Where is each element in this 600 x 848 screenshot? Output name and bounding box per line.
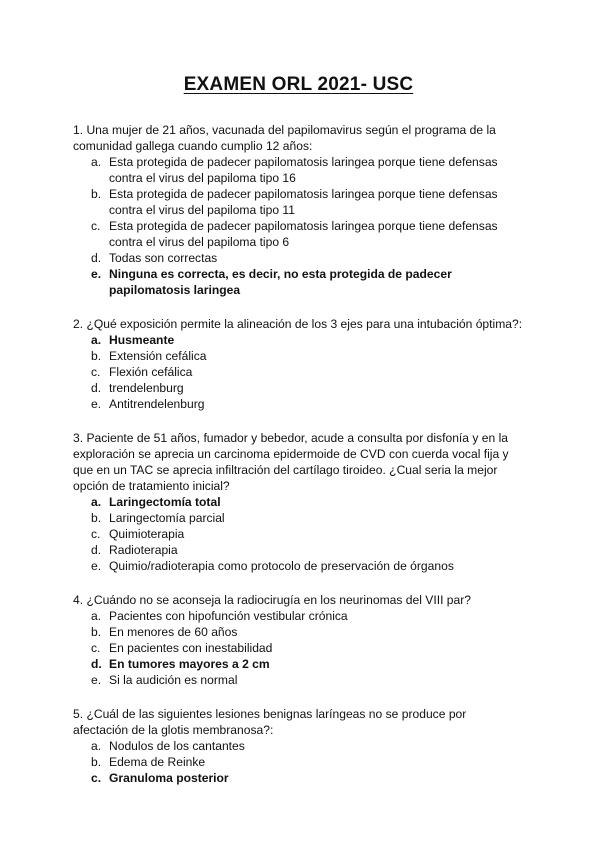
option-letter: a. (91, 739, 102, 753)
option-letter: e. (91, 559, 102, 573)
option-letter: b. (91, 349, 102, 363)
question-1 (73, 122, 524, 298)
option-letter: e. (91, 397, 102, 411)
answer-option (91, 526, 524, 542)
question-5 (73, 706, 524, 786)
answer-option-correct (91, 770, 524, 786)
answer-options (73, 154, 524, 298)
option-letter: a. (91, 495, 102, 509)
answer-option (91, 738, 524, 754)
question-2 (73, 316, 524, 412)
answer-option (91, 558, 524, 574)
answer-option (91, 396, 524, 412)
option-letter: e. (91, 267, 102, 281)
option-letter: b. (91, 187, 102, 201)
option-letter: b. (91, 511, 102, 525)
answer-options (73, 608, 524, 688)
answer-option (91, 364, 524, 380)
question-stem: 5. ¿Cuál de las siguientes lesiones benignas laríngeas no se produce por afectación de la glotis membranosa?: (73, 707, 467, 737)
option-letter: b. (91, 625, 102, 639)
option-text: En pacientes con inestabilidad (109, 641, 273, 655)
option-text: Extensión cefálica (109, 349, 207, 363)
option-text: Todas son correctas (109, 251, 218, 265)
answer-option-correct (91, 656, 524, 672)
option-letter: a. (91, 609, 102, 623)
option-text: Laringectomía total (109, 495, 221, 509)
question-stem: 3. Paciente de 51 años, fumador y bebedor, acude a consulta por disfonía y en la exploración se aprecia un carcinoma epidermoide de CVD con cuerda vocal fija y que en un TAC se aprecia infiltración del cartílago tiroideo. ¿Cual seria la mejor opción de tratamiento inicial? (73, 431, 509, 493)
answer-option (91, 218, 524, 250)
option-text: Pacientes con hipofunción vestibular crónica (109, 609, 348, 623)
question-3 (73, 430, 524, 574)
page-title: EXAMEN ORL 2021- USC (183, 74, 414, 95)
option-letter: d. (91, 251, 102, 265)
answer-option (91, 380, 524, 396)
answer-options (73, 494, 524, 574)
question-stem: 2. ¿Qué exposición permite la alineación de los 3 ejes para una intubación óptima?: (73, 317, 523, 331)
option-text: Husmeante (109, 333, 175, 347)
answer-option (91, 542, 524, 558)
option-letter: d. (91, 543, 102, 557)
answer-option-correct (91, 332, 524, 348)
option-text: Flexión cefálica (109, 365, 193, 379)
option-text: Esta protegida de padecer papilomatosis laringea porque tiene defensas contra el virus del papiloma tipo 16 (109, 155, 498, 185)
option-letter: c. (91, 771, 102, 785)
option-text: Granuloma posterior (109, 771, 229, 785)
option-letter: c. (91, 365, 101, 379)
answer-option (91, 348, 524, 364)
option-text: Esta protegida de padecer papilomatosis laringea porque tiene defensas contra el virus del papiloma tipo 11 (109, 187, 498, 217)
option-text: Esta protegida de padecer papilomatosis laringea porque tiene defensas contra el virus del papiloma tipo 6 (109, 219, 498, 249)
answer-option-correct (91, 266, 524, 298)
answer-option (91, 754, 524, 770)
option-letter: a. (91, 155, 102, 169)
question-4 (73, 592, 524, 688)
answer-option (91, 624, 524, 640)
answer-options (73, 332, 524, 412)
option-text: Laringectomía parcial (109, 511, 225, 525)
answer-option (91, 640, 524, 656)
question-stem: 4. ¿Cuándo no se aconseja la radiocirugía en los neurinomas del VIII par? (73, 593, 471, 607)
option-text: Edema de Reinke (109, 755, 206, 769)
answer-option (91, 510, 524, 526)
question-list (73, 122, 524, 786)
option-text: En tumores mayores a 2 cm (109, 657, 270, 671)
option-text: Si la audición es normal (109, 673, 238, 687)
answer-option (91, 154, 524, 186)
option-text: Quimio/radioterapia como protocolo de preservación de órganos (109, 559, 454, 573)
option-letter: d. (91, 381, 102, 395)
option-letter: d. (91, 657, 102, 671)
answer-option (91, 672, 524, 688)
answer-option (91, 608, 524, 624)
option-letter: b. (91, 755, 102, 769)
option-text: trendelenburg (109, 381, 184, 395)
option-letter: c. (91, 219, 101, 233)
question-stem: 1. Una mujer de 21 años, vacunada del papilomavirus según el programa de la comunidad gallega cuando cumplio 12 años: (73, 123, 496, 153)
option-text: Nodulos de los cantantes (109, 739, 245, 753)
option-letter: e. (91, 673, 102, 687)
answer-option (91, 250, 524, 266)
option-text: Radioterapia (109, 543, 178, 557)
option-text: Antitrendelenburg (109, 397, 205, 411)
option-text: Quimioterapia (109, 527, 185, 541)
option-text: En menores de 60 años (109, 625, 238, 639)
option-letter: c. (91, 641, 101, 655)
answer-option-correct (91, 494, 524, 510)
option-letter: c. (91, 527, 101, 541)
answer-option (91, 186, 524, 218)
option-letter: a. (91, 333, 102, 347)
answer-options (73, 738, 524, 786)
option-text: Ninguna es correcta, es decir, no esta protegida de padecer papilomatosis laringea (109, 267, 452, 297)
